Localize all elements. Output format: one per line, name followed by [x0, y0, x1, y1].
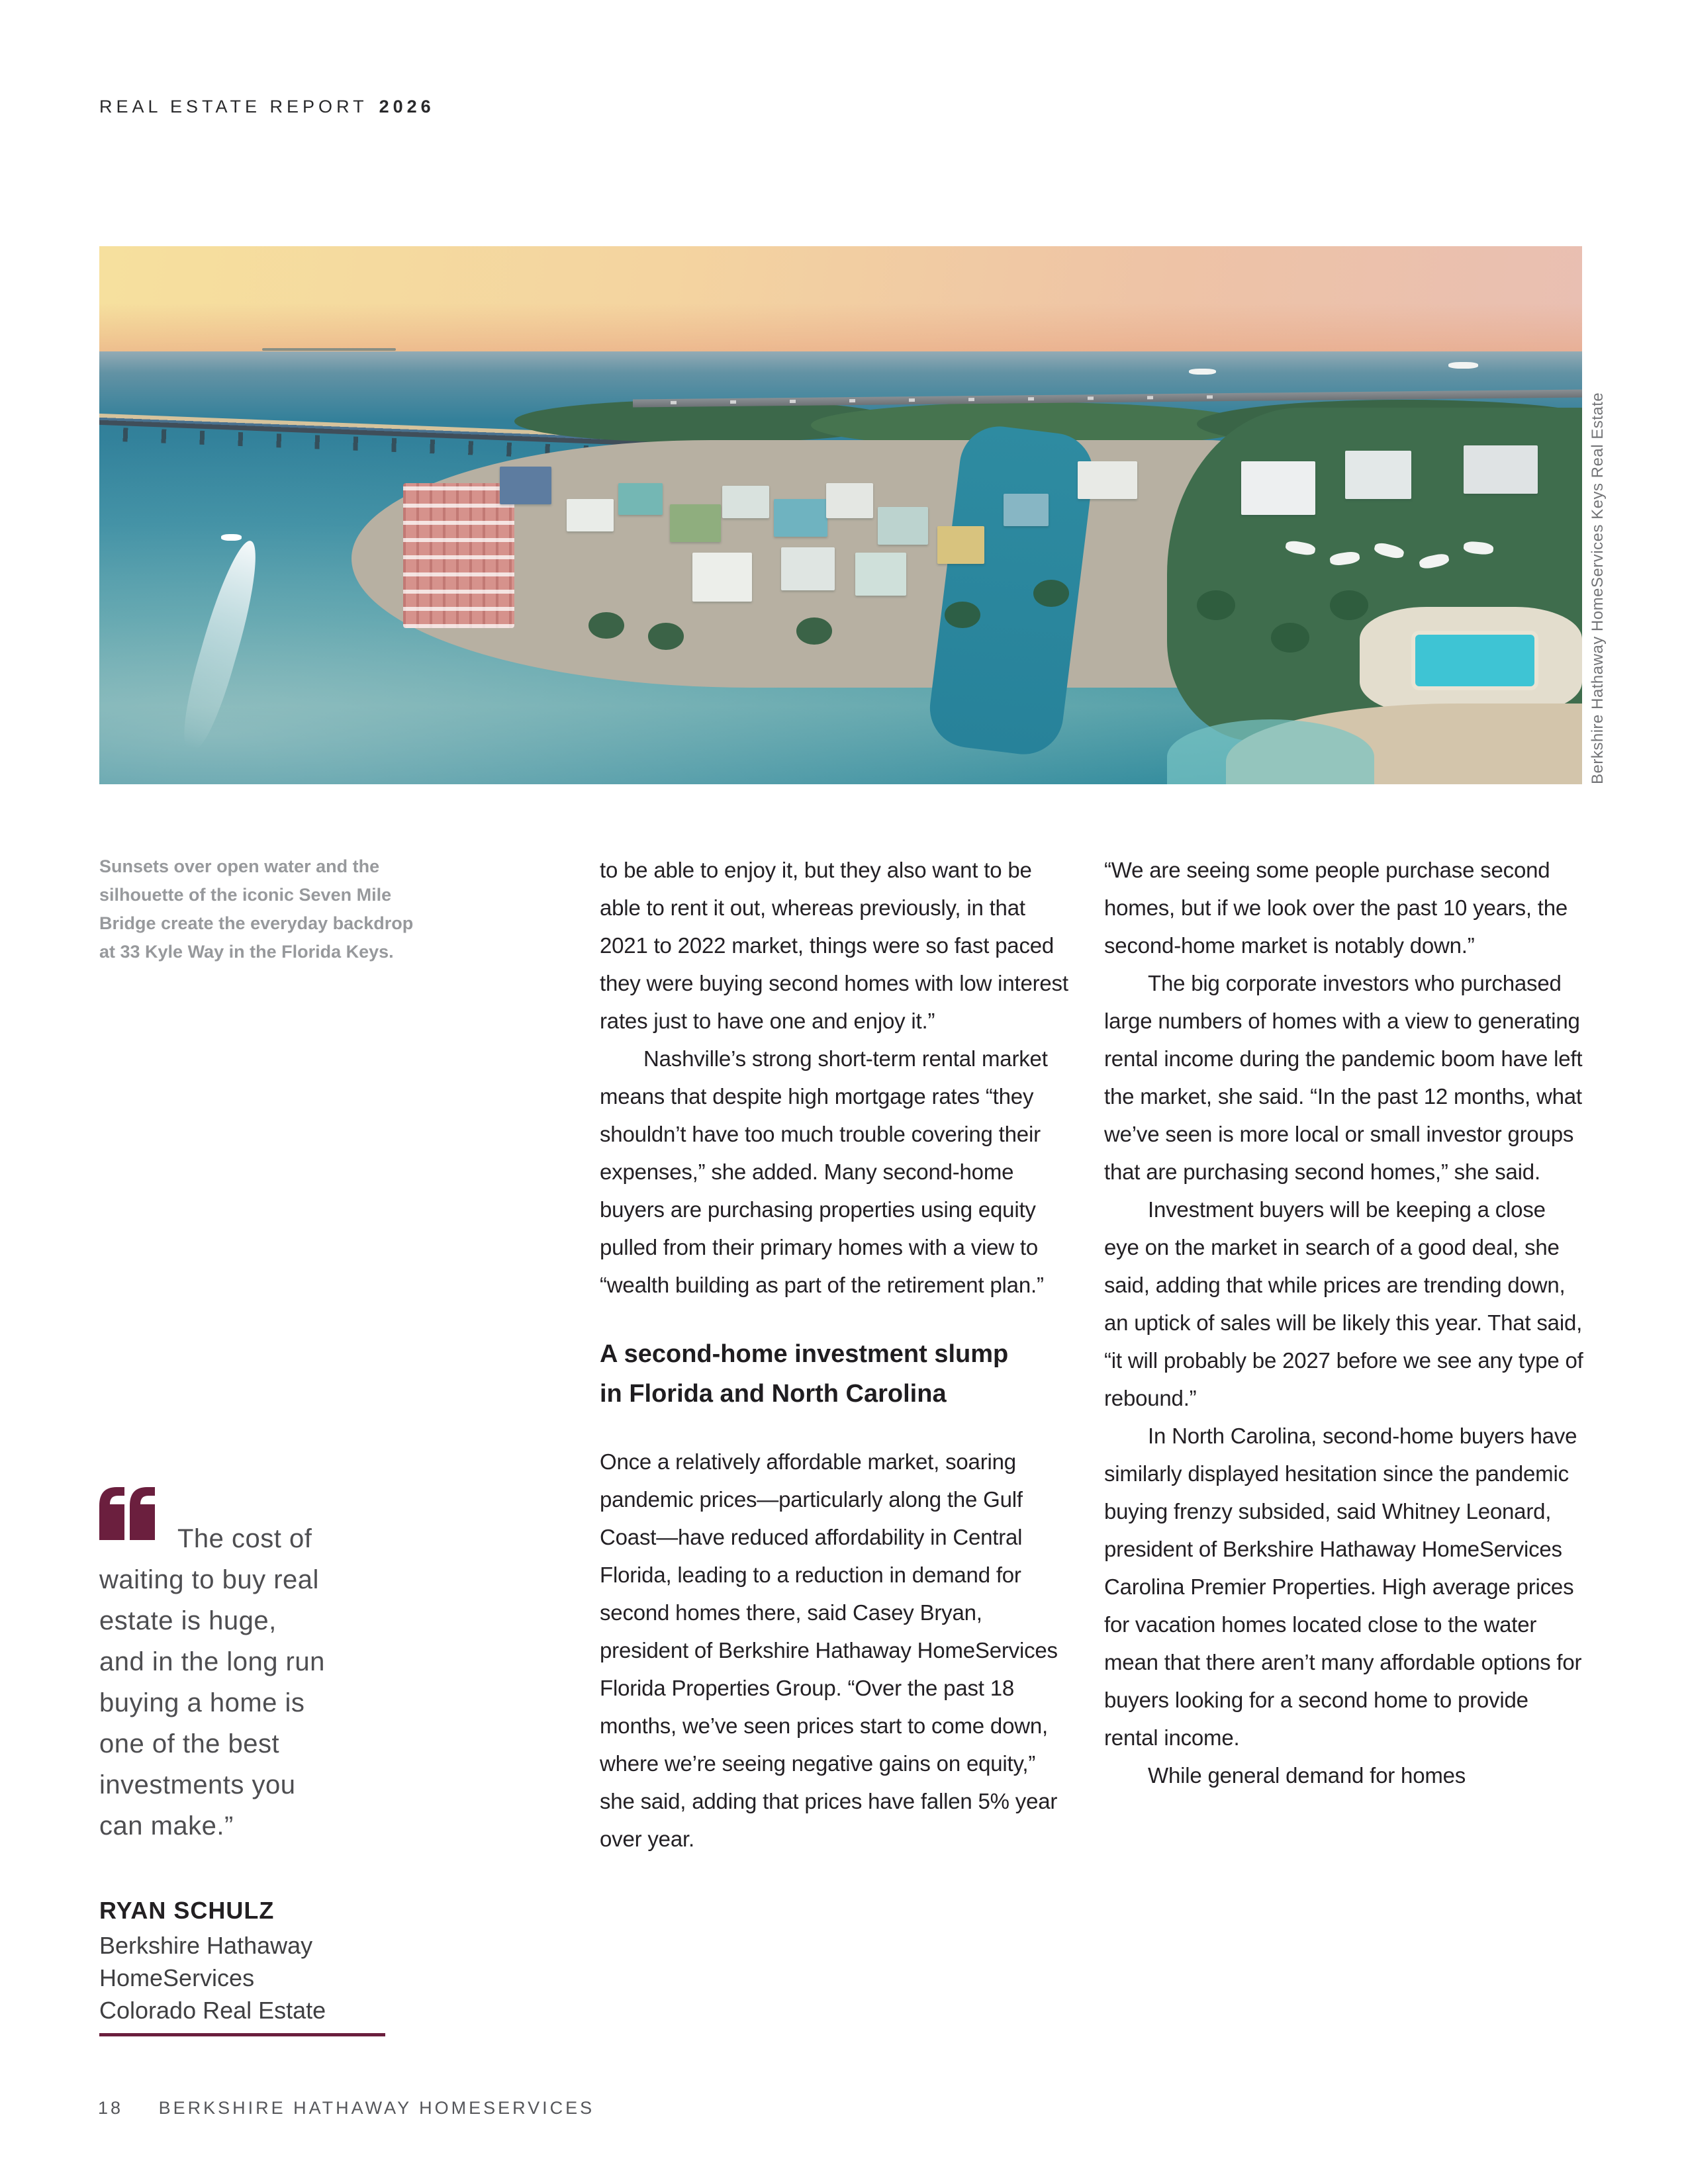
pull-quote-line: waiting to buy real	[99, 1565, 319, 1594]
photo-house	[826, 483, 874, 518]
photo-palm-trees	[648, 623, 684, 650]
photo-sunset-sky	[99, 246, 1582, 351]
report-title: REAL ESTATE REPORT	[99, 97, 368, 116]
article-paragraph: to be able to enjoy it, but they also want to be able to rent it out, whereas previously, in that 2021 to 2022 market, things were so fast paced they were buying second homes with low interest rates just to have one and enjoy it.”	[600, 858, 1068, 1033]
photo-ocean-boat	[1448, 362, 1478, 369]
photo-palm-trees	[1330, 590, 1368, 620]
photo-house	[878, 507, 928, 545]
photo-palm-trees	[1271, 623, 1309, 653]
pull-quote-line: and in the long run	[99, 1647, 325, 1676]
photo-distant-key	[262, 348, 396, 351]
photo-palm-trees	[1033, 580, 1069, 607]
photo-caption: Sunsets over open water and the silhouette of the iconic Seven Mile Bridge create the everyday backdrop at 33 Kyle Way in the Florida Keys.	[99, 856, 414, 962]
article-paragraph: In North Carolina, second-home buyers have similarly displayed hesitation since the pandemic buying frenzy subsided, said Whitney Leonard, president of Berkshire Hathaway HomeServices Carolina Premier Properties. High average prices for vacation homes located close to the water mean that there aren’t many affordable options for buyers looking for a second home to provide rental income.	[1104, 1424, 1582, 1750]
article-paragraph: The big corporate investors who purchased large numbers of homes with a view to generating rental income during the pandemic boom have left the market, she said. “In the past 12 months, what we’ve seen is more local or small investor groups that are purchasing second homes,” she said.	[1104, 971, 1583, 1184]
hero-photo	[99, 246, 1582, 784]
article-column-right	[1104, 851, 1583, 1794]
article-column-middle	[600, 851, 1071, 1858]
pull-quote-line: can make.”	[99, 1811, 234, 1841]
pull-quote-text	[99, 1518, 480, 1846]
section-heading	[600, 1334, 1071, 1414]
pull-quote-line: estate is huge,	[99, 1606, 277, 1635]
report-year: 2026	[379, 97, 435, 116]
page-footer	[98, 2098, 594, 2118]
photo-house	[670, 504, 720, 542]
photo-house	[500, 467, 551, 504]
photo-building	[1241, 461, 1315, 515]
photo-credit: Berkshire Hathaway HomeServices Keys Real Estate	[1589, 392, 1607, 784]
article-paragraph: Nashville’s strong short-term rental market means that despite high mortgage rates “they shouldn’t have too much trouble covering their expenses,” she added. Many second-home buyers are purchasing properties using equity pulled from their primary homes with a view to “wealth building as part of the retirement plan.”	[600, 1046, 1048, 1297]
photo-palm-trees	[945, 602, 980, 629]
article-paragraph: Once a relatively affordable market, soaring pandemic prices—particularly along the Gulf Coast—have reduced affordability in Central Florida, leading to a reduction in demand for second homes there, said Casey Bryan, president of Berkshire Hathaway HomeServices Florida Properties Group. “Over the past 18 months, we’ve seen prices start to come down, where we’re seeing negative gains on equity,” she said, adding that prices have fallen 5% year over year.	[600, 1449, 1058, 1851]
pull-quote	[99, 1486, 480, 1846]
photo-house	[722, 486, 770, 518]
accent-rule	[99, 2033, 385, 2036]
photo-house	[937, 526, 985, 564]
photo-palm-trees	[796, 617, 832, 645]
photo-house	[855, 553, 906, 596]
open-quote-icon	[99, 1486, 155, 1541]
pull-quote-line: investments you	[99, 1770, 296, 1799]
attribution-org-line: Colorado Real Estate	[99, 1997, 326, 2024]
page-header	[99, 97, 435, 117]
photo-palm-trees	[588, 612, 624, 639]
article-paragraph: While general demand for homes	[1148, 1763, 1466, 1788]
photo-house	[1004, 494, 1048, 526]
pull-quote-line: one of the best	[99, 1729, 280, 1758]
photo-house	[618, 483, 663, 516]
photo-house	[567, 499, 614, 531]
footer-brand: BERKSHIRE HATHAWAY HOMESERVICES	[158, 2098, 595, 2118]
photo-pool	[1411, 631, 1538, 690]
photo-house	[781, 547, 835, 590]
attribution-name: RYAN SCHULZ	[99, 1897, 275, 1924]
page-number: 18	[98, 2098, 124, 2118]
photo-house	[1078, 461, 1137, 499]
photo-building	[1464, 445, 1538, 494]
pull-quote-line: The cost of	[177, 1524, 312, 1553]
photo-pink-condo	[403, 483, 514, 629]
photo-house	[692, 553, 752, 601]
photo-speedboat	[221, 534, 242, 541]
photo-ocean-boat	[1189, 369, 1215, 375]
attribution-org-line: HomeServices	[99, 1964, 255, 1991]
photo-house	[774, 499, 827, 537]
quote-attribution	[99, 1894, 326, 2026]
article-paragraph: “We are seeing some people purchase second homes, but if we look over the past 10 years, the second-home market is notably down.”	[1104, 858, 1568, 958]
article-paragraph: Investment buyers will be keeping a close eye on the market in search of a good deal, she said, adding that while prices are trending down, an uptick of sales will be likely this year. That said, “it will probably be 2027 before we see any type of rebound.”	[1104, 1197, 1583, 1410]
photo-building	[1345, 451, 1412, 499]
attribution-org-line: Berkshire Hathaway	[99, 1932, 313, 1959]
pull-quote-line: buying a home is	[99, 1688, 305, 1717]
section-heading-line: A second-home investment slump	[600, 1340, 1009, 1368]
section-heading-line: in Florida and North Carolina	[600, 1380, 947, 1408]
photo-palm-trees	[1197, 590, 1235, 620]
